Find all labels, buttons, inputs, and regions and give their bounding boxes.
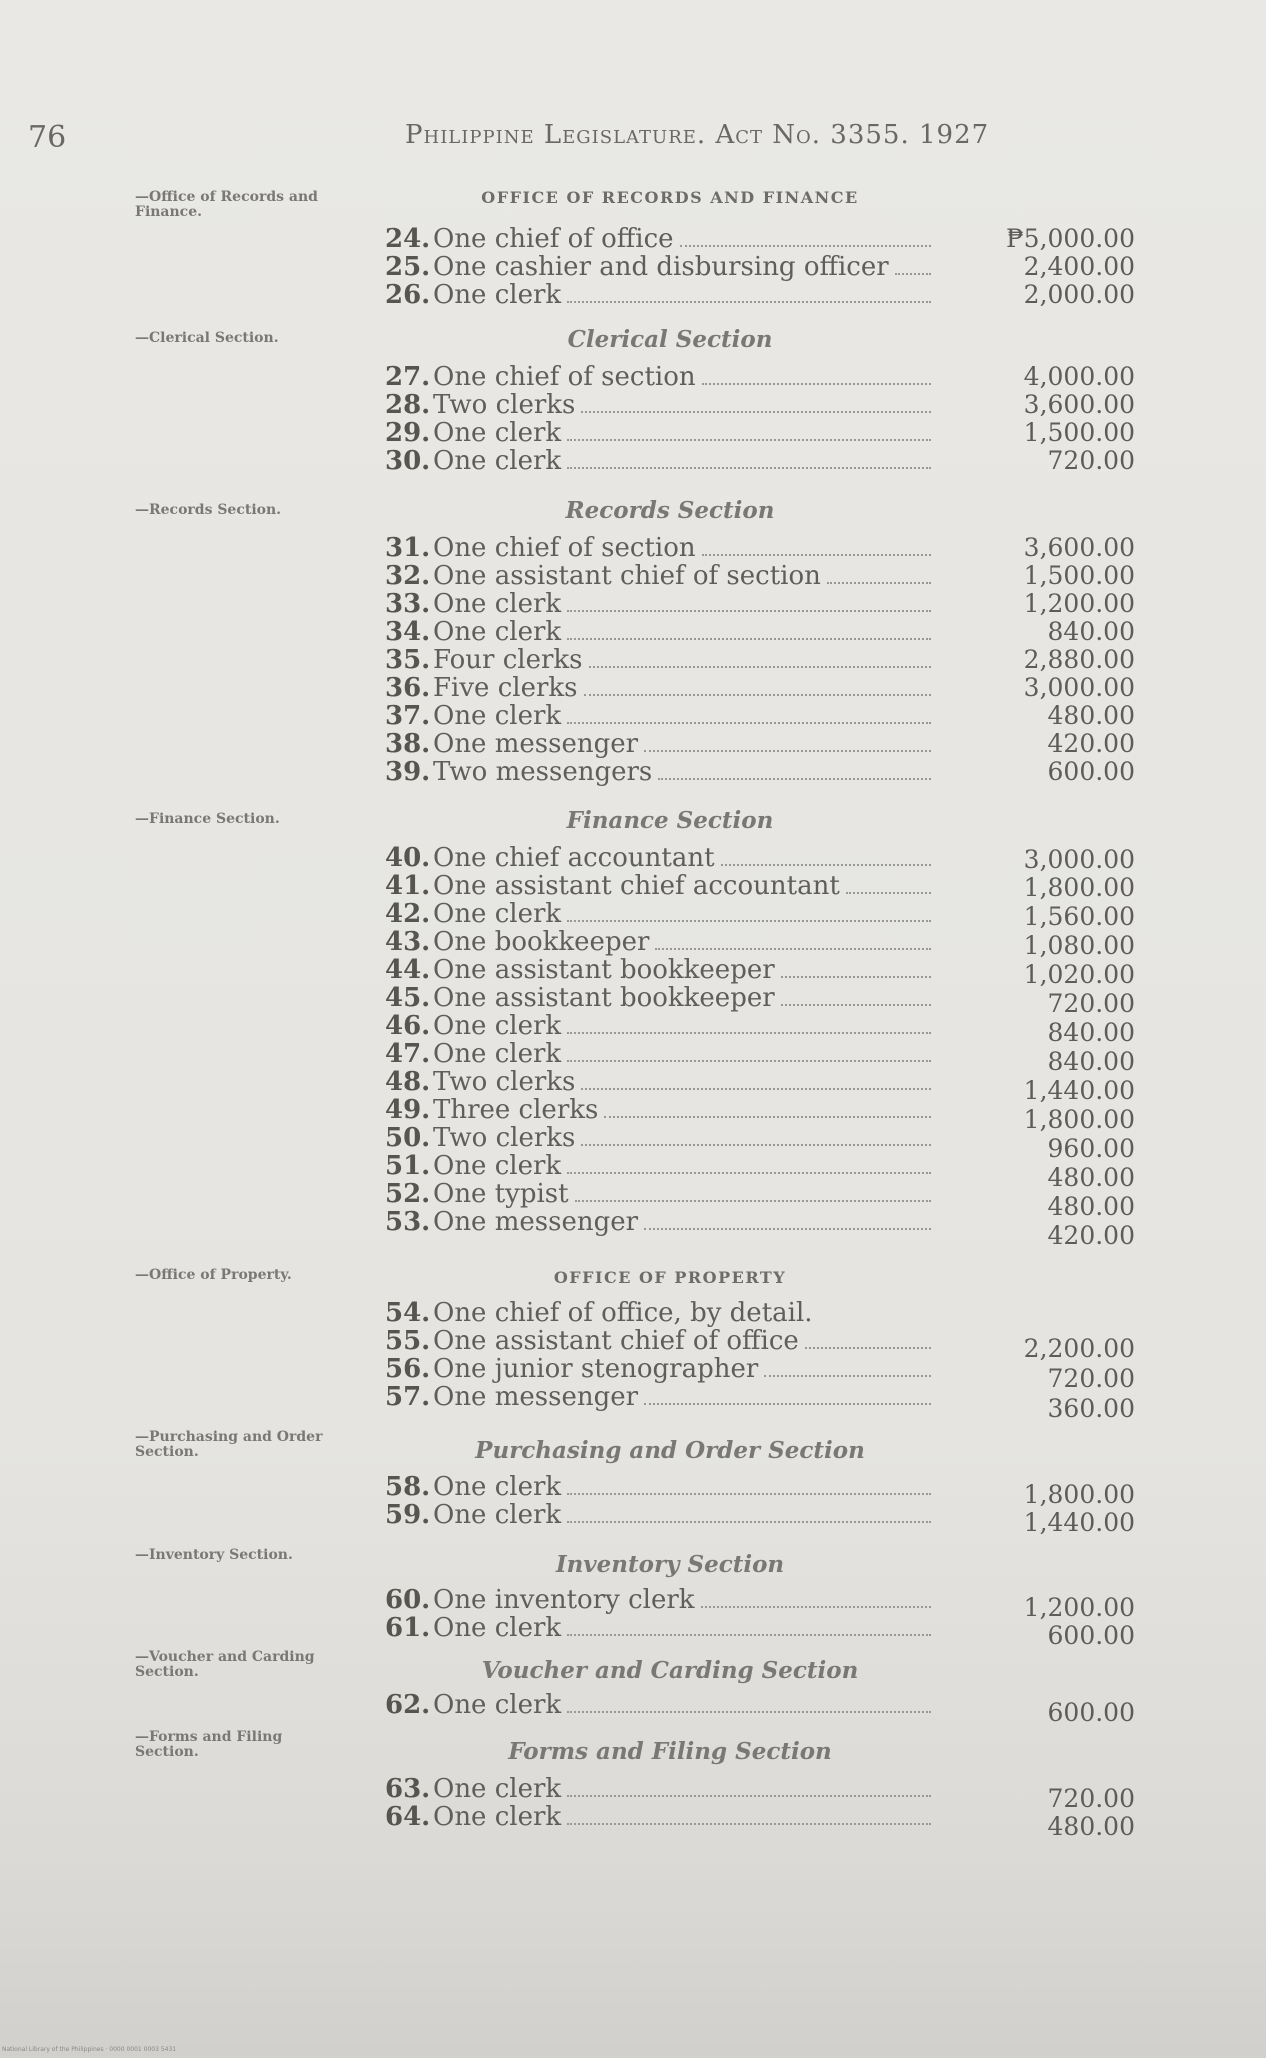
line-item [385, 1472, 935, 1500]
leader-dots [567, 919, 931, 922]
section-heading: Purchasing and Order Section [475, 1437, 865, 1464]
item-number: 34. [385, 617, 431, 647]
leader-dots [702, 553, 931, 556]
item-description: One typist [433, 1179, 569, 1209]
line-item [385, 673, 935, 701]
item-description: One clerk [433, 1774, 562, 1804]
item-description: One assistant bookkeeper [433, 955, 775, 985]
leader-dots [567, 721, 931, 724]
leader-dots [567, 1492, 931, 1495]
item-description: One clerk [433, 1011, 562, 1041]
section-heading: OFFICE OF PROPERTY [553, 1268, 787, 1287]
line-item [385, 955, 935, 983]
leader-dots [567, 438, 931, 441]
item-description: One cashier and disbursing officer [433, 252, 889, 282]
item-amount: ₱5,000.00 [1006, 224, 1135, 253]
item-description: One clerk [433, 1802, 562, 1832]
item-amount: 3,600.00 [1023, 390, 1135, 419]
side-note: —Inventory Section. [135, 1547, 293, 1563]
leader-dots [846, 891, 931, 894]
line-item [385, 757, 935, 785]
item-description: Two clerks [433, 390, 576, 420]
item-amount: 1,800.00 [1023, 1105, 1135, 1134]
item-number: 40. [385, 843, 431, 873]
item-number: 58. [385, 1472, 431, 1502]
item-description: One clerk [433, 418, 562, 448]
line-item [385, 1802, 935, 1830]
item-number: 42. [385, 899, 431, 929]
line-item [385, 1123, 935, 1151]
line-item [385, 224, 935, 252]
item-amount: 1,200.00 [1023, 589, 1135, 618]
leader-dots [721, 863, 931, 866]
item-amount: 840.00 [1047, 1018, 1135, 1047]
leader-dots [567, 1633, 931, 1636]
leader-dots [701, 1605, 931, 1608]
line-item [385, 418, 935, 446]
item-description: One junior stenographer [433, 1354, 759, 1384]
item-amount: 600.00 [1047, 1621, 1135, 1650]
item-amount: 1,500.00 [1023, 418, 1135, 447]
item-amount: 1,500.00 [1023, 561, 1135, 590]
item-amount: 1,560.00 [1023, 902, 1135, 931]
line-item [385, 1151, 935, 1179]
item-description: Four clerks [433, 645, 583, 675]
item-description: Two clerks [433, 1123, 576, 1153]
line-item [385, 1354, 935, 1382]
item-description: One messenger [433, 729, 639, 759]
item-amount: 720.00 [1047, 1364, 1135, 1393]
leader-dots [584, 693, 932, 696]
item-number: 45. [385, 983, 431, 1013]
section-heading: Clerical Section [567, 326, 773, 353]
item-amount: 1,080.00 [1023, 931, 1135, 960]
item-amount: 3,600.00 [1023, 533, 1135, 562]
item-amount: 480.00 [1047, 701, 1135, 730]
page-number: 76 [28, 120, 67, 155]
item-description: Three clerks [433, 1095, 599, 1125]
item-description: One chief accountant [433, 843, 715, 873]
side-note: —Finance Section. [135, 811, 280, 827]
line-item [385, 1039, 935, 1067]
item-number: 29. [385, 418, 431, 448]
leader-dots [827, 581, 931, 584]
leader-dots [567, 637, 931, 640]
item-amount: 3,000.00 [1023, 673, 1135, 702]
leader-dots [644, 1227, 931, 1230]
line-item [385, 533, 935, 561]
item-amount: 720.00 [1047, 446, 1135, 475]
leader-dots [567, 1822, 931, 1825]
item-amount: 4,000.00 [1023, 362, 1135, 391]
side-note: —Purchasing and Order Section. [135, 1429, 323, 1460]
leader-dots [680, 244, 931, 247]
leader-dots [589, 665, 932, 668]
item-amount: 720.00 [1047, 989, 1135, 1018]
leader-dots [581, 410, 931, 413]
item-number: 30. [385, 446, 431, 476]
line-item [385, 871, 935, 899]
line-item [385, 1179, 935, 1207]
section-heading: Forms and Filing Section [508, 1738, 832, 1765]
line-item [385, 589, 935, 617]
item-number: 62. [385, 1690, 431, 1720]
item-number: 24. [385, 224, 431, 254]
item-description: One clerk [433, 617, 562, 647]
leader-dots [567, 466, 931, 469]
item-description: One clerk [433, 1613, 562, 1643]
side-note: —Voucher and Carding Section. [135, 1649, 315, 1680]
item-number: 35. [385, 645, 431, 675]
item-number: 39. [385, 757, 431, 787]
item-description: One messenger [433, 1207, 639, 1237]
leader-dots [644, 1402, 931, 1405]
leader-dots [895, 272, 931, 275]
line-item [385, 1067, 935, 1095]
item-number: 60. [385, 1585, 431, 1615]
item-description: Two messengers [433, 757, 653, 787]
side-note: —Records Section. [135, 502, 282, 518]
item-amount: 1,440.00 [1023, 1508, 1135, 1537]
item-amount: 2,880.00 [1023, 645, 1135, 674]
item-amount: 480.00 [1047, 1192, 1135, 1221]
line-item [385, 1095, 935, 1123]
item-number: 50. [385, 1123, 431, 1153]
item-description: One clerk [433, 446, 562, 476]
item-amount: 600.00 [1047, 1698, 1135, 1727]
item-number: 25. [385, 252, 431, 282]
item-amount: 1,800.00 [1023, 1480, 1135, 1509]
section-heading: Records Section [565, 497, 775, 524]
item-number: 54. [385, 1298, 431, 1328]
item-description: One clerk [433, 280, 562, 310]
item-amount: 3,000.00 [1023, 845, 1135, 874]
item-number: 46. [385, 1011, 431, 1041]
line-item [385, 561, 935, 589]
line-item [385, 252, 935, 280]
item-number: 44. [385, 955, 431, 985]
item-number: 51. [385, 1151, 431, 1181]
line-item [385, 1690, 935, 1718]
running-head: Philippine Legislature. Act No. 3355. 1927 [405, 120, 990, 150]
item-amount: 360.00 [1047, 1394, 1135, 1423]
line-item [385, 1207, 935, 1235]
item-amount: 420.00 [1047, 729, 1135, 758]
item-number: 43. [385, 927, 431, 957]
leader-dots [581, 1087, 931, 1090]
item-description: One clerk [433, 1500, 562, 1530]
item-number: 28. [385, 390, 431, 420]
line-item [385, 983, 935, 1011]
item-description: One clerk [433, 1690, 562, 1720]
leader-dots [764, 1374, 931, 1377]
item-number: 41. [385, 871, 431, 901]
leader-dots [658, 777, 931, 780]
item-description: One clerk [433, 589, 562, 619]
leader-dots [781, 1003, 931, 1006]
item-number: 56. [385, 1354, 431, 1384]
item-description: One bookkeeper [433, 927, 650, 957]
item-number: 55. [385, 1326, 431, 1356]
item-amount: 2,400.00 [1023, 252, 1135, 281]
side-note: —Clerical Section. [135, 330, 279, 346]
section-heading: Finance Section [566, 807, 774, 834]
side-note: —Office of Records and Finance. [135, 189, 318, 220]
item-number: 26. [385, 280, 431, 310]
item-amount: 1,200.00 [1023, 1593, 1135, 1622]
item-amount: 600.00 [1047, 757, 1135, 786]
line-item [385, 1774, 935, 1802]
item-number: 47. [385, 1039, 431, 1069]
item-description: One assistant chief accountant [433, 871, 840, 901]
line-item [385, 1500, 935, 1528]
item-description: Five clerks [433, 673, 578, 703]
item-description: One clerk [433, 1472, 562, 1502]
item-description: One chief of office, by detail. [433, 1298, 813, 1328]
line-item [385, 729, 935, 757]
item-amount: 2,000.00 [1023, 280, 1135, 309]
item-number: 37. [385, 701, 431, 731]
item-description: Two clerks [433, 1067, 576, 1097]
leader-dots [567, 300, 931, 303]
line-item [385, 617, 935, 645]
line-item [385, 280, 935, 308]
line-item [385, 1326, 935, 1354]
item-amount: 960.00 [1047, 1134, 1135, 1163]
item-number: 52. [385, 1179, 431, 1209]
item-amount: 420.00 [1047, 1221, 1135, 1250]
line-item [385, 362, 935, 390]
item-amount: 1,440.00 [1023, 1076, 1135, 1105]
leader-dots [575, 1199, 931, 1202]
item-description: One clerk [433, 1151, 562, 1181]
side-note: —Forms and Filing Section. [135, 1729, 283, 1760]
leader-dots [567, 1710, 931, 1713]
section-heading: Inventory Section [555, 1551, 785, 1578]
item-description: One chief of section [433, 362, 696, 392]
item-amount: 840.00 [1047, 617, 1135, 646]
item-number: 38. [385, 729, 431, 759]
item-description: One chief of office [433, 224, 674, 254]
leader-dots [567, 1059, 931, 1062]
item-amount: 1,020.00 [1023, 960, 1135, 989]
line-item [385, 1382, 935, 1410]
section-heading: OFFICE OF RECORDS AND FINANCE [481, 188, 859, 207]
line-item [385, 390, 935, 418]
item-number: 63. [385, 1774, 431, 1804]
item-description: One messenger [433, 1382, 639, 1412]
item-number: 61. [385, 1613, 431, 1643]
item-description: One clerk [433, 899, 562, 929]
line-item [385, 701, 935, 729]
item-number: 59. [385, 1500, 431, 1530]
leader-dots [567, 1031, 931, 1034]
leader-dots [567, 609, 931, 612]
item-number: 31. [385, 533, 431, 563]
leader-dots [567, 1520, 931, 1523]
item-amount: 840.00 [1047, 1047, 1135, 1076]
line-item [385, 1585, 935, 1613]
leader-dots [567, 1794, 931, 1797]
item-description: One assistant bookkeeper [433, 983, 775, 1013]
leader-dots [567, 1171, 931, 1174]
item-number: 64. [385, 1802, 431, 1832]
leader-dots [702, 382, 931, 385]
line-item [385, 843, 935, 871]
leader-dots [644, 749, 931, 752]
section-heading: Voucher and Carding Section [481, 1657, 859, 1684]
item-number: 27. [385, 362, 431, 392]
item-number: 33. [385, 589, 431, 619]
item-description: One assistant chief of section [433, 561, 821, 591]
footer-note: National Library of the Philippines · 0000 0001 0003 5431 [2, 2046, 177, 2053]
line-item [385, 899, 935, 927]
item-amount: 480.00 [1047, 1812, 1135, 1841]
line-item [385, 1298, 935, 1326]
item-number: 53. [385, 1207, 431, 1237]
item-amount: 720.00 [1047, 1784, 1135, 1813]
leader-dots [604, 1115, 931, 1118]
leader-dots [805, 1346, 931, 1349]
item-number: 48. [385, 1067, 431, 1097]
item-description: One assistant chief of office [433, 1326, 799, 1356]
line-item [385, 1011, 935, 1039]
leader-dots [581, 1143, 931, 1146]
item-description: One clerk [433, 701, 562, 731]
line-item [385, 927, 935, 955]
leader-dots [781, 975, 931, 978]
item-number: 36. [385, 673, 431, 703]
item-number: 49. [385, 1095, 431, 1125]
side-note: —Office of Property. [135, 1267, 292, 1283]
item-description: One clerk [433, 1039, 562, 1069]
item-description: One chief of section [433, 533, 696, 563]
item-number: 57. [385, 1382, 431, 1412]
line-item [385, 1613, 935, 1641]
item-amount: 1,800.00 [1023, 873, 1135, 902]
line-item [385, 645, 935, 673]
item-description: One inventory clerk [433, 1585, 695, 1615]
leader-dots [655, 947, 931, 950]
line-item [385, 446, 935, 474]
item-number: 32. [385, 561, 431, 591]
item-amount: 2,200.00 [1023, 1334, 1135, 1363]
item-amount: 480.00 [1047, 1163, 1135, 1192]
